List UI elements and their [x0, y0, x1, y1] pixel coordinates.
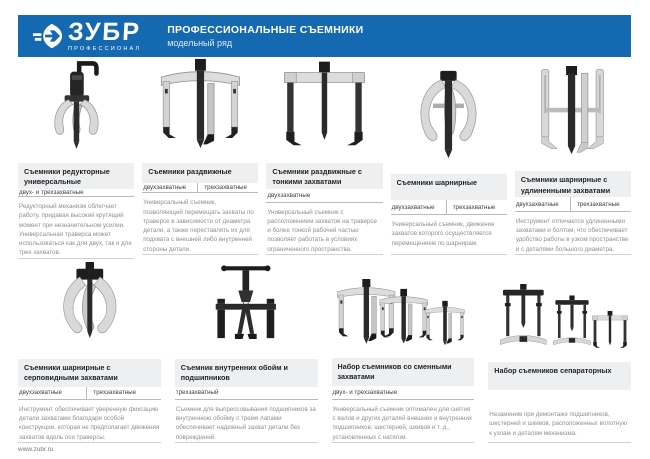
- product-description: Съемник для выпрессовывания подшипников за внутреннюю обойму с тремя лапами обеспечивает надежный захват детали без повреждений.: [175, 405, 316, 441]
- product-card: [142, 58, 258, 255]
- zubr-arrow-icon: [32, 21, 62, 51]
- product-image-long-jaw-puller: [515, 58, 631, 171]
- product-description: Универсальный съемник с расположением захватов на траверсе и более тонкой рабочей частью позволяет работать в условиях ограниченного пространства.: [267, 208, 377, 253]
- product-title: Съемники раздвижные: [142, 163, 258, 183]
- card-divider: [142, 254, 258, 255]
- card-divider: [266, 254, 382, 255]
- product-image-separator-puller-set: [488, 262, 631, 362]
- card-divider: [18, 442, 161, 443]
- product-card: [18, 262, 161, 443]
- card-divider: [515, 254, 631, 255]
- variant-label: двух- и трехзахватные: [18, 189, 134, 197]
- product-image-gear-puller: [18, 58, 134, 163]
- product-image-crescent-jaw-puller: [18, 262, 161, 359]
- product-title: Съемники шарнирные с серповидными захватами: [18, 359, 161, 387]
- variant-label: двух- и трехзахватные: [332, 386, 475, 400]
- site-url[interactable]: www.zubr.ru: [18, 446, 54, 453]
- product-card: [515, 58, 631, 255]
- product-card: [18, 58, 134, 255]
- product-title: Съемники шарнирные с удлиненными захватами: [515, 171, 631, 197]
- product-card: [266, 58, 382, 255]
- bottom-product-row: [18, 262, 631, 443]
- variant-label: трехзахватные: [86, 387, 160, 400]
- card-divider: [488, 442, 631, 443]
- variant-label: трехзахватный: [175, 387, 318, 400]
- variant-label: двухзахватные: [266, 189, 382, 203]
- card-divider: [391, 254, 507, 255]
- product-title: Съемник внутренних обойм и подшипников: [175, 359, 318, 387]
- product-description: Инструмент обеспечивает уверенную фиксацию детали захватами благодаря особой конструкции, которая не предполагает движения захватов вдоль оси траверсы.: [19, 405, 160, 441]
- product-card: [488, 262, 631, 443]
- variant-label: трехзахватные: [446, 200, 507, 215]
- variant-row-empty: [488, 390, 631, 405]
- card-divider: [175, 442, 318, 443]
- product-image-hinged-puller: [391, 58, 507, 174]
- product-card: [175, 262, 318, 443]
- page-title: ПРОФЕССИОНАЛЬНЫЕ СЪЕМНИКИ: [167, 24, 364, 36]
- product-image-inner-race-puller: [175, 262, 318, 359]
- product-description: Редукторный механизм облегчает работу, придавая высокий крутящий момент при незначительном усилии. Универсальная траверса может использоваться как для двух, так и для трех захватов.: [19, 203, 132, 257]
- variant-label: двухзахватные: [515, 197, 570, 212]
- product-title: Съемники шарнирные: [391, 174, 507, 200]
- product-image-thin-jaw-puller: [266, 58, 382, 163]
- brand-logo: [32, 20, 141, 52]
- product-title: Набор съемников сепараторных: [488, 362, 631, 390]
- product-title: Съемники раздвижные с тонкими захватами: [266, 163, 382, 189]
- variant-label: двухзахватные: [391, 200, 446, 215]
- header-bar: [18, 15, 631, 57]
- product-description: Незаменим при демонтаже подшипников, шестерней и шкивов, расположенных вплотную к узлам и деталям механизма.: [489, 411, 628, 437]
- product-image-puller-set-interchangeable: [332, 262, 475, 358]
- product-title: Набор съемников со сменными захватами: [332, 358, 475, 386]
- variant-label: двухзахватные: [142, 183, 197, 193]
- variant-label: двухзахватные: [18, 387, 86, 400]
- product-card: [391, 58, 507, 255]
- brand-name: ЗУБР: [67, 18, 142, 46]
- card-divider: [18, 258, 134, 259]
- variant-label: трехзахватные: [197, 183, 258, 193]
- product-description: Универсальный съемник, движение захватов которого осуществляется перемещением по шарнирам.: [391, 221, 495, 247]
- top-product-row: [18, 58, 631, 255]
- product-card: [332, 262, 475, 443]
- product-image-sliding-puller: [142, 58, 258, 163]
- variant-label: трехзахватные: [570, 197, 631, 212]
- product-description: Инструмент отличается удлиненными захватами и болтом, что обеспечивает удобство работы в узком пространстве и с деталями большого диаметра.: [515, 217, 629, 253]
- brand-subtitle: ПРОФЕССИОНАЛ: [68, 46, 142, 52]
- page-subtitle: модельный ряд: [167, 38, 233, 48]
- product-description: Универсальный съемник, позволяющий перемещать захваты по траверсе в зависимости от диаметра детали, а также переставлять их для подхвата с внешней либо внутренней стороны детали.: [143, 199, 254, 253]
- card-divider: [332, 442, 475, 443]
- product-title: Съемники редукторные универсальные: [18, 163, 134, 189]
- product-description: Универсальный съемник оптимален для снятия с валов и других деталей внешних и внутренних подшипников, шестерней, шкивов и т. д., установленных с натягом.: [332, 405, 473, 441]
